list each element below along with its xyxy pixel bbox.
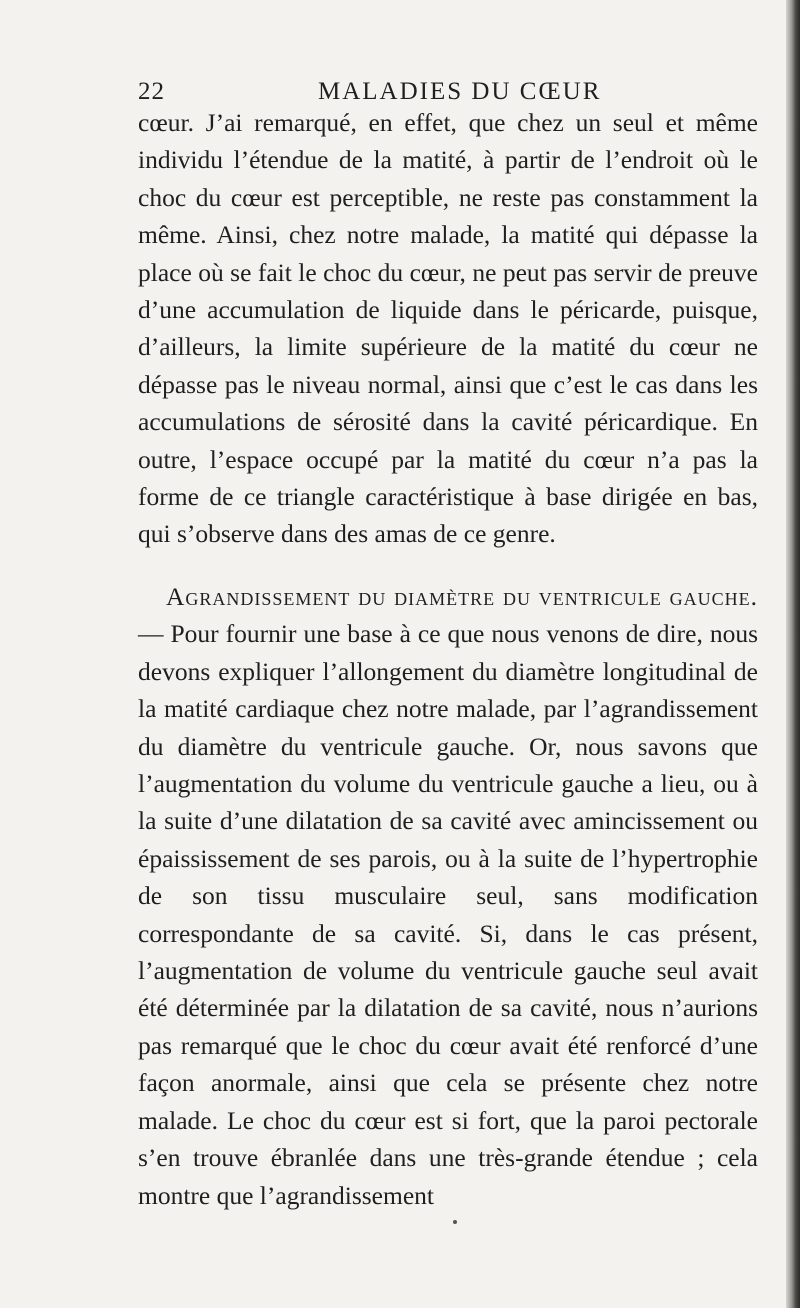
running-title: MALADIES DU CŒUR [318, 78, 602, 105]
body-paragraph-1: cœur. J’ai remarqué, en effet, que chez un seul et même individu l’étendue de la matité, à partir de l’endroit où le choc du cœur est perceptible, ne reste pas constamment la même. Ainsi, chez notre malade, la matité qui dépasse la place où se fait le choc du cœur, ne peut pas servir de preuve d’une accumulation de liquide dans le péricarde, puisque, d’ailleurs, la limite supérieure de la matité du cœur ne dépasse pas le niveau normal, ainsi que c’est le cas dans les accumulations de sérosité dans la cavité péricardique. En outre, l’espace occupé par la matité du cœur n’a pas la forme de ce triangle caractéristique à base dirigée en bas, qui s’observe dans des amas de ce genre. [138, 108, 758, 549]
section-body: — Pour fournir une base à ce que nous venons de dire, nous devons expliquer l’allongement du diamètre longitudinal de la matité cardiaque chez notre malade, par l’agrandissement du diamètre du ventricule gauche. Or, nous savons que l’augmentation du volume du ventricule gauche a lieu, ou à la suite d’une dilatation de sa cavité avec amincissement ou épaississement de ses parois, ou à la suite de l’hypertrophie de son tissu musculaire seul, sans modification correspondante de sa cavité. Si, dans le cas présent, l’augmentation de volume du ventricule gauche seul avait été déterminée par la dilatation de sa cavité, nous n’aurions pas remarqué que le choc du cœur avait été renforcé d’une façon anormale, ainsi que cela se présente chez notre malade. Le choc du cœur est si fort, que la paroi pectorale s’en trouve ébranlée dans une très-grande étendue ; cela montre que l’agrandissement [138, 619, 758, 1210]
section-heading: Agrandissement du diamètre du ventricule gauche. [166, 582, 758, 611]
page-number: 22 [138, 78, 165, 105]
section-paragraph [138, 578, 758, 1214]
page-edge [786, 0, 800, 1308]
ink-speck [453, 1220, 457, 1224]
